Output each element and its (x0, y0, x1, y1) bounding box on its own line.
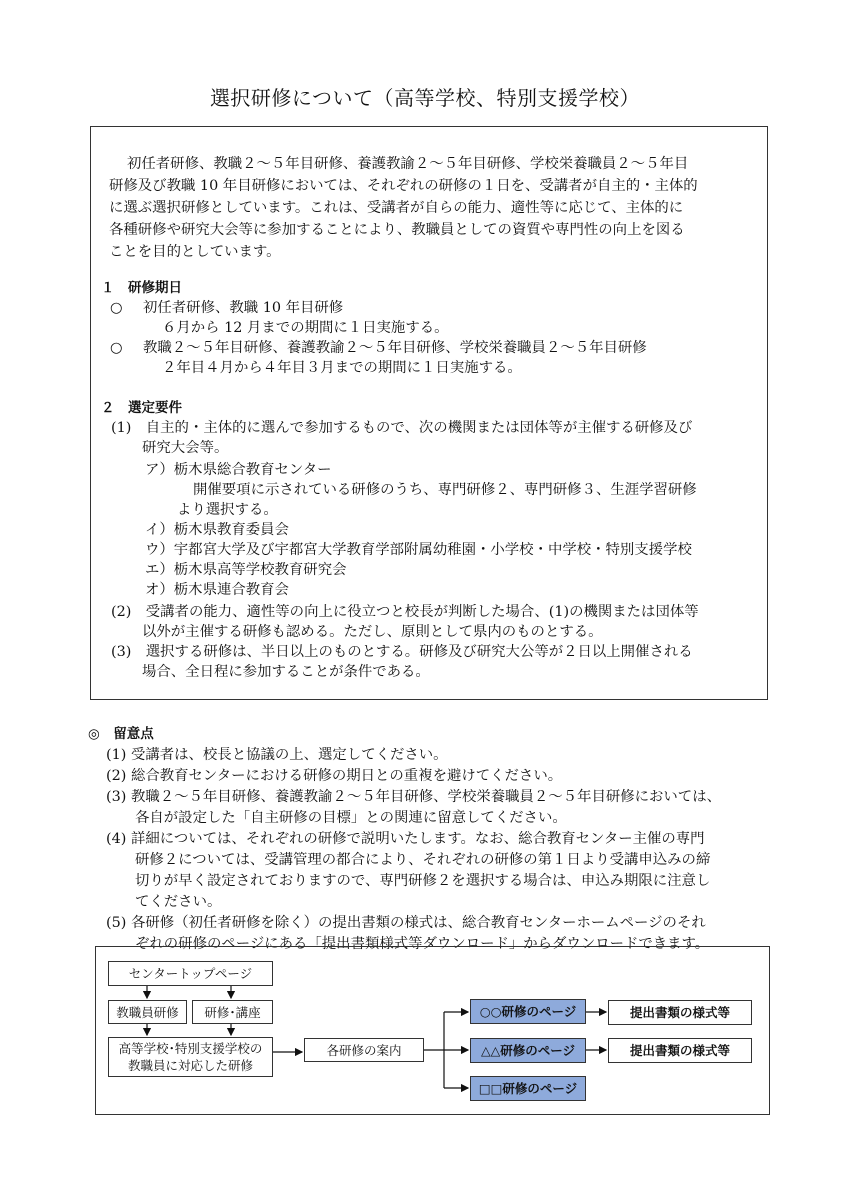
node-label: センタートップページ (128, 966, 253, 981)
org-note: 開催要項に示されている研修のうち、専門研修２、専門研修３、生涯学習研修 (193, 482, 697, 498)
dates-item-label: 初任者研修、教職 10 年目研修 (143, 300, 344, 316)
requirement-text: 以外が主催する研修も認める。ただし、原則として県内のものとする。 (142, 624, 603, 640)
node-label: ○○研修のページ (479, 1004, 577, 1019)
requirement-text: (3) 選択する研修は、半日以上のものとする。研修及び研究大公等が２日以上開催される (111, 644, 693, 660)
note-item: (4) 詳細については、それぞれの研修で説明いたします。なお、総合教育センター主催の専門 (106, 831, 705, 847)
training-courses-node (192, 1000, 273, 1024)
dates-item-detail: ２年目４月から４年目３月までの期間に１日実施する。 (162, 360, 522, 376)
target-staff-node (108, 1037, 273, 1077)
node-label: 教職員研修 (116, 1004, 179, 1020)
training-page-triangle-node (470, 1038, 586, 1063)
node-label: 提出書類の様式等 (629, 1005, 730, 1020)
node-label: 各研修の案内 (326, 1042, 402, 1058)
org-item: ウ）宇都宮大学及び宇都宮大学教育学部附属幼稚園・小学校・中学校・特別支援学校 (145, 542, 692, 558)
intro-line: 各種研修や研究大会等に参加することにより、教職員としての資質や専門性の向上を図る (109, 222, 685, 238)
section-heading-requirements: ２ 選定要件 (101, 400, 182, 416)
intro-line: ことを目的としています。 (109, 244, 281, 260)
node-label: □□研修のページ (478, 1081, 578, 1096)
note-item: てください。 (135, 894, 222, 910)
node-label: 提出書類の様式等 (629, 1043, 730, 1058)
org-item: イ）栃木県教育委員会 (145, 522, 289, 538)
note-item: (1) 受講者は、校長と協議の上、選定してください。 (106, 747, 448, 763)
notes-heading: ◎ 留意点 (88, 726, 154, 742)
bullet: ○ (110, 340, 123, 356)
page-title: 選択研修について（高等学校、特別支援学校） (209, 86, 641, 110)
dates-item-label: 教職２～５年目研修、養護教諭２～５年目研修、学校栄養職員２～５年目研修 (143, 340, 647, 356)
bullet: ○ (110, 300, 123, 316)
training-guide-node (304, 1038, 424, 1062)
requirement-text: 研究大会等。 (142, 440, 229, 456)
requirement-text: 場合、全日程に参加することが条件である。 (142, 664, 430, 680)
intro-line: に選ぶ選択研修としています。これは、受講者が自らの能力、適性等に応じて、主体的に (109, 200, 684, 216)
staff-training-node (108, 1000, 187, 1024)
node-label: 教職員に対応した研修 (127, 1058, 253, 1073)
note-item: (3) 教職２～５年目研修、養護教諭２～５年目研修、学校栄養職員２～５年目研修においては、 (106, 789, 721, 805)
node-label: 高等学校･特別支援学校の (118, 1041, 263, 1056)
center-top-page-node (108, 961, 273, 986)
note-item: ぞれの研修のページにある「提出書類様式等ダウンロード」からダウンロードできます。 (135, 936, 710, 952)
note-item: 各自が設定した「自主研修の目標」との関連に留意してください。 (135, 810, 567, 826)
dates-item-detail: ６月から 12 月までの期間に１日実施する。 (162, 320, 449, 336)
training-page-oo-node (470, 999, 586, 1024)
org-item: オ）栃木県連合教育会 (145, 582, 289, 598)
requirement-text: (2) 受講者の能力、適性等の向上に役立つと校長が判断した場合、(1)の機関または団体等 (111, 604, 699, 620)
note-item: 研修２については、受講管理の都合により、それぞれの研修の第１日より受講申込みの締 (135, 852, 711, 868)
submission-forms-node (608, 1038, 752, 1063)
node-label: △△研修のページ (481, 1043, 575, 1058)
intro-line: 初任者研修、教職２～５年目研修、養護教諭２～５年目研修、学校栄養職員２～５年目 (127, 156, 689, 172)
note-item: (5) 各研修（初任者研修を除く）の提出書類の様式は、総合教育センターホームページのそれ (106, 915, 706, 931)
requirement-text: (1) 自主的・主体的に選んで参加するもので、次の機関または団体等が主催する研修及び (111, 420, 693, 436)
submission-forms-node (608, 1000, 752, 1025)
org-item: エ）栃木県高等学校教育研究会 (145, 562, 347, 578)
training-page-square-node (470, 1076, 586, 1101)
org-item: ア）栃木県総合教育センター (145, 462, 332, 478)
org-note: より選択する。 (177, 502, 278, 518)
node-label: 研修･講座 (204, 1004, 261, 1020)
note-item: 切りが早く設定されておりますので、専門研修２を選択する場合は、申込み期限に注意し (135, 873, 711, 889)
section-heading-dates: １ 研修期日 (101, 280, 182, 296)
intro-line: 研修及び教職 10 年目研修においては、それぞれの研修の１日を、受講者が自主的・主体的 (109, 178, 698, 194)
note-item: (2) 総合教育センターにおける研修の期日との重複を避けてください。 (106, 768, 563, 784)
